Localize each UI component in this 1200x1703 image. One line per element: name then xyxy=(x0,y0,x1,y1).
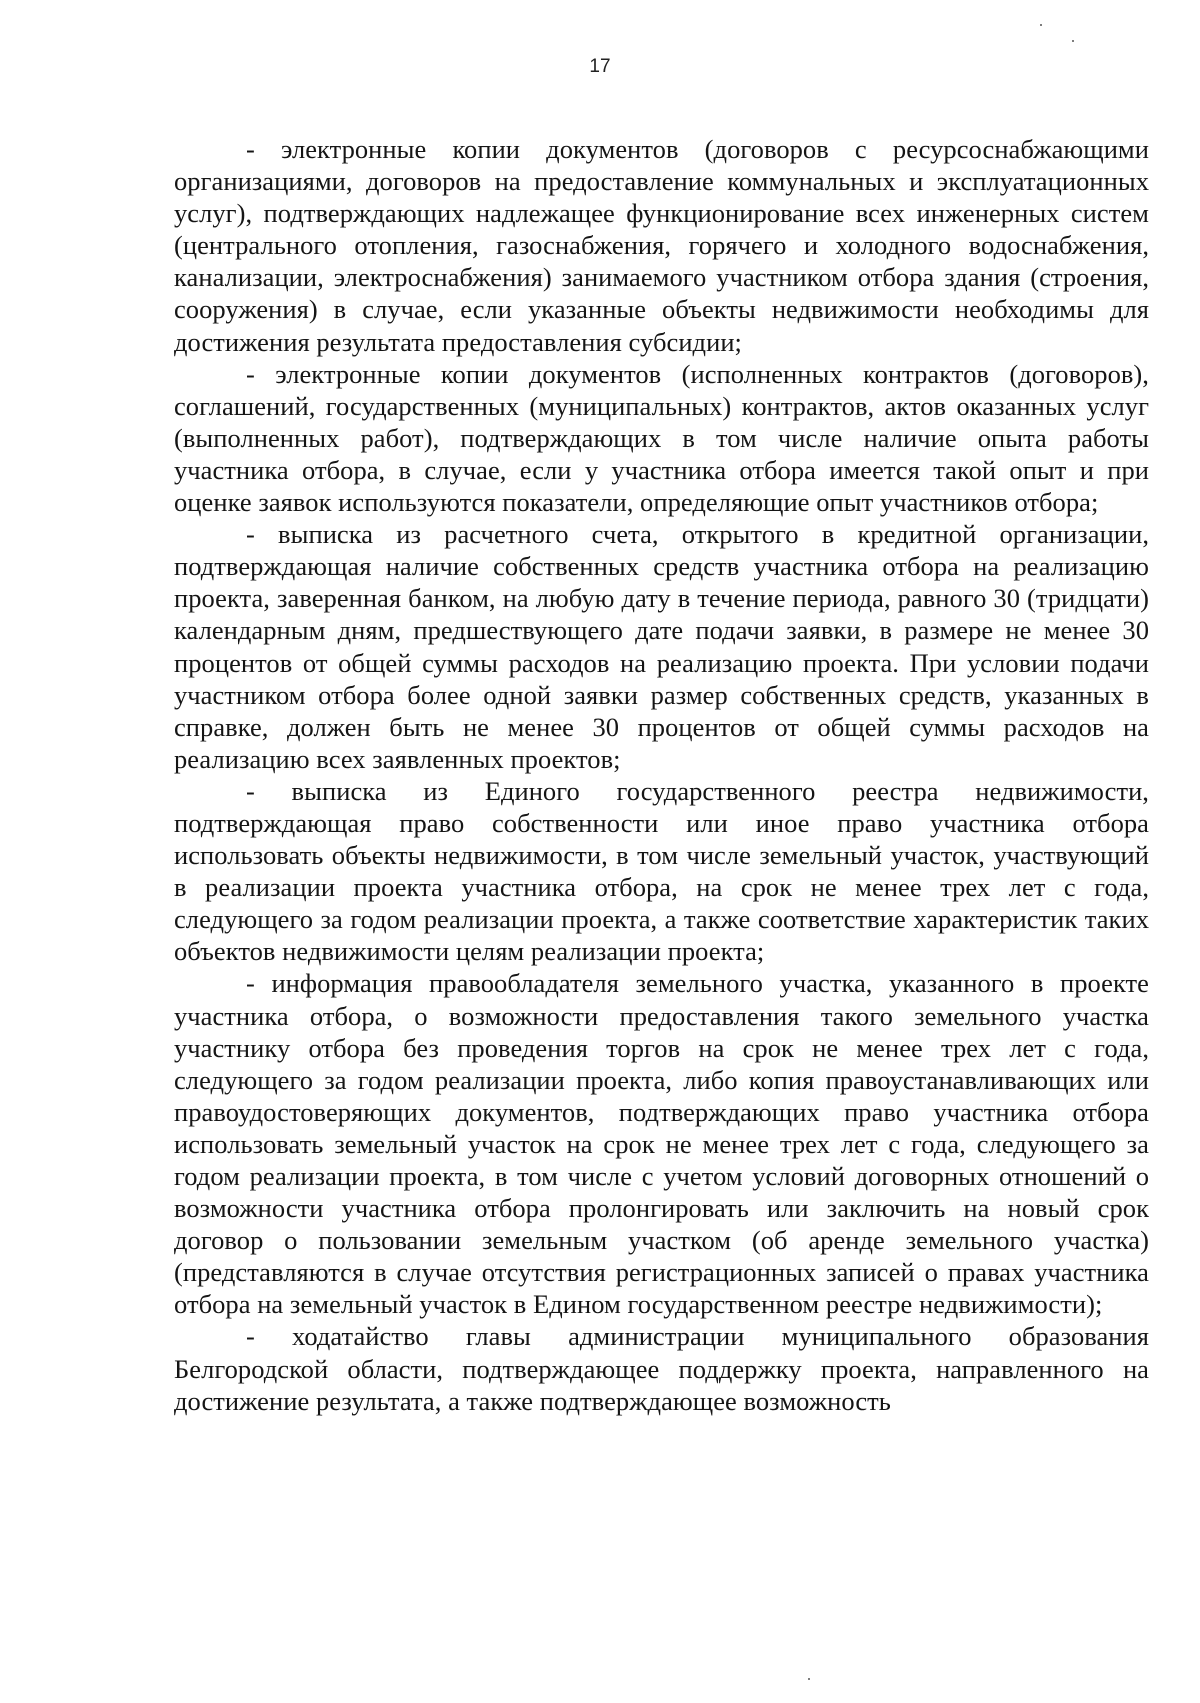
paragraph-electronic-copies-contracts: - электронные копии документов (исполненных контрактов (договоров), соглашений, государственных (муниципальных) контрактов, актов оказанных услуг (выполненных работ), подтверждающих в том числе наличие опыта работы участника отбора, в случае, если у участника отбора имеется такой опыт и при оценке заявок используются показатели, определяющие опыт участников отбора; xyxy=(174,358,1149,518)
scan-speck xyxy=(1072,40,1074,42)
scan-speck xyxy=(1040,24,1042,26)
page-number: 17 xyxy=(589,56,611,77)
paragraph-administration-petition: - ходатайство главы администрации муниципального образования Белгородской области, подтверждающее поддержку проекта, направленного на достижение результата, а также подтверждающее возможность xyxy=(174,1321,1149,1416)
document-body xyxy=(174,133,1149,1417)
scan-speck xyxy=(808,1678,810,1680)
paragraph-real-estate-registry-extract: - выписка из Единого государственного реестра недвижимости, подтверждающая право собственности или иное право участника отбора использовать объекты недвижимости, в том числе земельный участок, участвующий в реализации проекта участника отбора, на срок не менее трех лет с года, следующего за годом реализации проекта, а также соответствие характеристик таких объектов недвижимости целям реализации проекта; xyxy=(174,775,1149,967)
paragraph-electronic-copies-utilities: - электронные копии документов (договоров с ресурсоснабжающими организациями, договоров на предоставление коммунальных и эксплуатационных услуг), подтверждающих надлежащее функционирование всех инженерных систем (центрального отопления, газоснабжения, горячего и холодного водоснабжения, канализации, электроснабжения) занимаемого участником отбора здания (строения, сооружения) в случае, если указанные объекты недвижимости необходимы для достижения результата предоставления субсидии; xyxy=(174,134,1149,357)
paragraph-land-plot-information: - информация правообладателя земельного участка, указанного в проекте участника отбора, о возможности предоставления такого земельного участка участнику отбора без проведения торгов на срок не менее трех лет с года, следующего за годом реализации проекта, либо копия правоустанавливающих или правоудостоверяющих документов, подтверждающих право участника отбора использовать земельный участок на срок не менее трех лет с года, следующего за годом реализации проекта, в том числе с учетом условий договорных отношений о возможности участника отбора пролонгировать или заключить на новый срок договор о пользовании земельным участком (об аренде земельного участка) (представляются в случае отсутствия регистрационных записей о правах участника отбора на земельный участок в Едином государственном реестре недвижимости); xyxy=(174,968,1149,1320)
paragraph-bank-statement: - выписка из расчетного счета, открытого в кредитной организации, подтверждающая наличие собственных средств участника отбора на реализацию проекта, заверенная банком, на любую дату в течение периода, равного 30 (тридцати) календарным дням, предшествующего дате подачи заявки, в размере не менее 30 процентов от общей суммы расходов на реализацию проекта. При условии подачи участником отбора более одной заявки размер собственных средств, указанных в справке, должен быть не менее 30 процентов от общей суммы расходов на реализацию всех заявленных проектов; xyxy=(174,519,1149,774)
